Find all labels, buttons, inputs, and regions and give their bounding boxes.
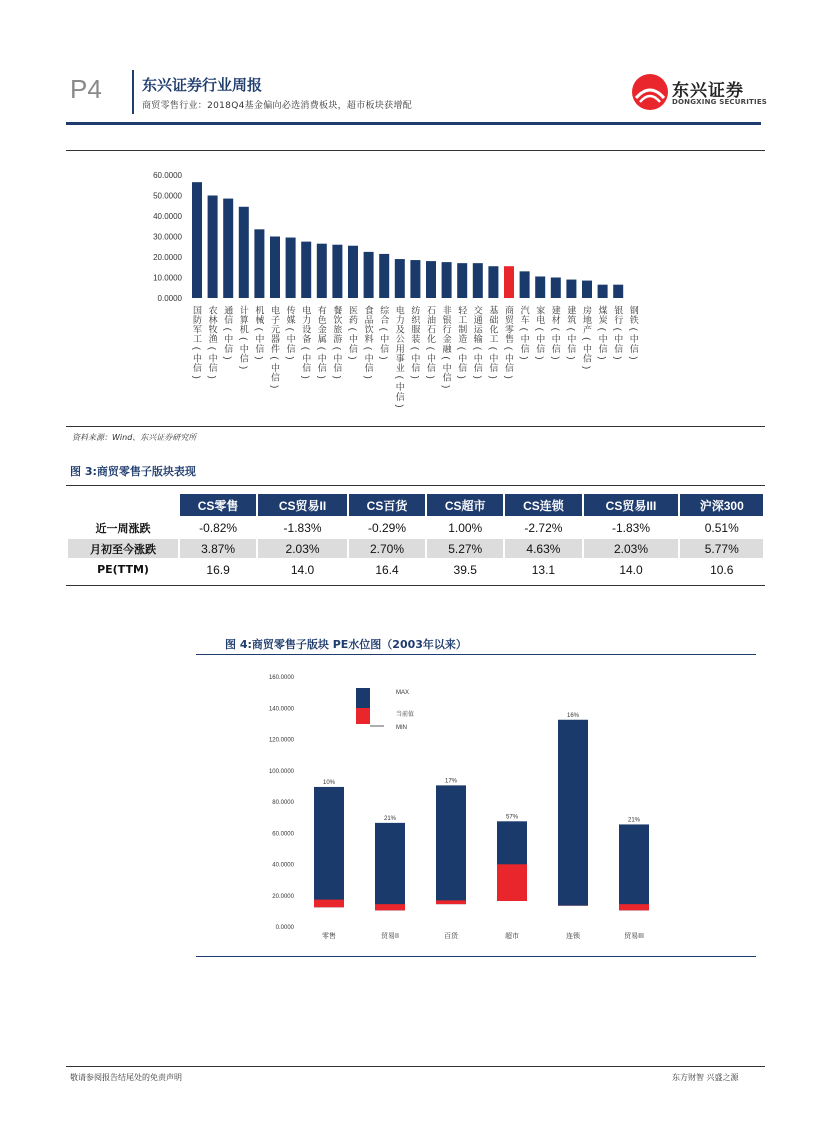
logo-text-cn: 东兴证券 [672, 81, 744, 101]
x-tick-label: 国防军工(中信) [192, 305, 202, 379]
bar [270, 237, 280, 299]
table-cell: -1.83% [283, 520, 322, 535]
bar [473, 263, 483, 298]
y-tick-label: 40.0000 [272, 862, 294, 869]
bar [613, 285, 623, 298]
x-tick-label: 基础化工(中信) [488, 305, 499, 379]
x-tick-label: 房地产(中信) [582, 305, 592, 370]
max-bar [375, 823, 405, 911]
bar [239, 207, 249, 298]
figure-top-rule [66, 150, 765, 151]
percent-label: 16% [566, 712, 580, 719]
pe-level-chart [250, 666, 680, 946]
x-tick-label: 电力及公用事业(中信) [394, 305, 405, 408]
percent-label: 17% [444, 778, 458, 785]
legend-label: 当前值 [396, 712, 415, 718]
figure3-title: 图 3:商贸零售子版块表现 [70, 465, 196, 478]
y-tick-label: 160.0000 [268, 675, 294, 681]
x-tick-label: 石油石化(中信) [426, 305, 436, 379]
bar [301, 242, 311, 298]
figure-source: 资料来源：Wind、东兴证券研究所 [72, 433, 197, 442]
y-tick-label: 100.0000 [268, 768, 294, 775]
x-tick-label: 银行(中信) [613, 305, 624, 360]
bar [348, 246, 358, 298]
y-tick-label: 40.0000 [153, 212, 182, 221]
footer-rule [66, 1066, 765, 1067]
table-row [68, 518, 763, 537]
table-header-cell: CS贸易II [258, 494, 347, 516]
table-header-cell: CS连锁 [505, 494, 581, 516]
table-cell: 16.4 [375, 562, 399, 577]
x-tick-label: 传媒(中信) [285, 305, 296, 360]
table-cell: -0.82% [199, 520, 238, 535]
table-cell: 5.27% [427, 539, 503, 558]
table-cell: 2.70% [349, 539, 425, 558]
table-cell: 5.77% [680, 539, 763, 558]
current-bar [619, 904, 649, 910]
table-row [68, 560, 763, 579]
max-bar [619, 824, 649, 910]
row-label: 月初至今涨跌 [68, 539, 178, 558]
header-rule [66, 122, 761, 125]
percent-label: 21% [627, 817, 641, 824]
bar [286, 238, 296, 298]
y-tick-label: 140.0000 [268, 706, 294, 713]
bar [192, 182, 202, 298]
industry-bar-chart [140, 165, 660, 420]
row-label: PE(TTM) [97, 563, 149, 576]
table-header-cell: CS超市 [427, 494, 503, 516]
table-header-cell: CS贸易III [584, 494, 679, 516]
table-cell: 39.5 [453, 562, 477, 577]
footer-disclaimer: 敬请参阅报告结尾处的免责声明 [70, 1073, 182, 1082]
x-tick-label: 机械(中信) [254, 305, 265, 360]
table-header-cell: 沪深300 [680, 494, 763, 516]
table-cell: 1.00% [448, 520, 483, 535]
bar [566, 280, 576, 298]
header-divider [132, 70, 134, 114]
current-bar [436, 900, 466, 904]
table-row [68, 539, 763, 558]
x-tick-label: 食品饮料(中信) [363, 305, 374, 379]
percent-label: 21% [383, 815, 397, 822]
max-bar [436, 785, 466, 904]
table-cell: 3.87% [180, 539, 256, 558]
x-tick-label: 贸易III [624, 933, 644, 940]
x-tick-label: 轻工制造(中信) [457, 305, 468, 379]
x-tick-label: 餐饮旅游(中信) [332, 305, 343, 379]
table-cell: 10.6 [710, 562, 734, 577]
figure4-bottom-rule [196, 956, 756, 957]
x-tick-label: 贸易II [381, 933, 399, 940]
table-cell: 2.03% [258, 539, 347, 558]
y-tick-label: 60.0000 [272, 831, 294, 838]
y-tick-label: 30.0000 [153, 232, 182, 242]
max-bar [558, 720, 588, 906]
bar [582, 281, 592, 298]
x-tick-label: 连锁 [566, 933, 580, 940]
x-tick-label: 农林牧渔(中信) [207, 305, 218, 379]
table-cell: 13.1 [531, 562, 556, 577]
figure4-title: 图 4:商贸零售子版块 PE水位图（2003年以来） [225, 638, 467, 651]
logo-text-en: DONGXING SECURITIES [672, 98, 768, 106]
footer-slogan: 东方财智 兴盛之源 [672, 1073, 739, 1082]
x-tick-label: 通信(中信) [223, 305, 234, 360]
bar [426, 261, 436, 298]
table-cell: -2.72% [524, 520, 563, 535]
table-header-cell [68, 494, 178, 516]
table-header-cell: CS零售 [180, 494, 256, 516]
current-bar [314, 900, 344, 908]
bar [442, 262, 452, 298]
x-tick-label: 建材(中信) [550, 305, 561, 360]
table-cell: -1.83% [611, 520, 651, 535]
y-tick-label: 20.0000 [272, 893, 294, 900]
page-number: P4 [70, 74, 102, 104]
table-cell: 0.51% [704, 520, 739, 535]
bar [520, 271, 530, 298]
bar [488, 266, 498, 298]
legend-label: MIN [396, 725, 407, 731]
bar [504, 266, 514, 298]
x-tick-label: 汽车(中信) [519, 305, 530, 360]
table-cell: 16.9 [206, 562, 230, 577]
x-tick-label: 超市 [505, 933, 519, 940]
bar [364, 252, 374, 298]
table-cell: 2.03% [584, 539, 679, 558]
x-tick-label: 钢铁(中信) [628, 305, 639, 360]
max-bar [314, 787, 344, 907]
bar [379, 254, 389, 298]
bar [457, 263, 467, 298]
x-tick-label: 建筑(中信) [566, 305, 577, 360]
bar [410, 260, 420, 298]
bar [598, 285, 608, 298]
bar [535, 276, 545, 298]
legend-label: MAX [396, 690, 410, 696]
x-tick-label: 电力设备(中信) [301, 305, 312, 379]
subsector-performance-table [66, 492, 765, 581]
figure4-top-rule [196, 654, 756, 655]
table-top-rule [66, 485, 765, 486]
table-bottom-rule [66, 585, 765, 586]
y-tick-label: 0.0000 [157, 294, 182, 303]
report-subtitle: 商贸零售行业：2018Q4基金偏向必选消费板块，超市板块获增配 [142, 101, 413, 111]
y-tick-label: 80.0000 [272, 800, 294, 806]
y-tick-label: 0.0000 [275, 925, 294, 931]
bar [332, 245, 342, 298]
x-tick-label: 煤炭(中信) [597, 305, 608, 360]
x-tick-label: 纺织服装(中信) [410, 305, 421, 379]
bar [208, 196, 218, 299]
table-header-row [68, 494, 763, 516]
source-rule [66, 426, 765, 427]
table-header-cell: CS百货 [349, 494, 425, 516]
y-tick-label: 50.0000 [153, 191, 182, 201]
bar [551, 278, 561, 299]
row-label: 近一周涨跌 [95, 521, 151, 535]
bar [223, 199, 233, 298]
x-tick-label: 商贸零售(中信) [504, 305, 514, 379]
current-bar [375, 904, 405, 910]
x-tick-label: 有色金属(中信) [316, 305, 327, 379]
x-tick-label: 家电(中信) [535, 305, 546, 360]
x-tick-label: 百货 [444, 933, 458, 940]
percent-label: 10% [322, 779, 336, 786]
legend-current-swatch [356, 708, 370, 724]
x-tick-label: 交通运输(中信) [472, 305, 483, 379]
table-cell: -0.29% [367, 520, 407, 535]
x-tick-label: 电子元器件(中信) [270, 305, 280, 389]
current-bar [497, 864, 527, 901]
x-tick-label: 非银行金融(中信) [441, 305, 452, 389]
bar [317, 244, 327, 298]
table-cell: 4.63% [505, 539, 581, 558]
bar [254, 229, 264, 298]
legend-max-swatch [356, 688, 370, 708]
x-tick-label: 零售 [322, 933, 336, 940]
percent-label: 57% [505, 814, 519, 821]
bar [395, 259, 405, 298]
y-tick-label: 60.0000 [153, 171, 182, 180]
x-tick-label: 综合(中信) [379, 305, 390, 360]
x-tick-label: 医药(中信) [348, 305, 358, 360]
table-cell: 14.0 [619, 562, 643, 577]
table-cell: 14.0 [290, 562, 315, 577]
y-tick-label: 120.0000 [268, 737, 294, 744]
y-tick-label: 10.0000 [153, 273, 182, 283]
company-logo-icon [630, 72, 670, 112]
x-tick-label: 计算机(中信) [238, 305, 249, 370]
report-series-title: 东兴证券行业周报 [142, 76, 263, 94]
y-tick-label: 20.0000 [153, 253, 182, 262]
